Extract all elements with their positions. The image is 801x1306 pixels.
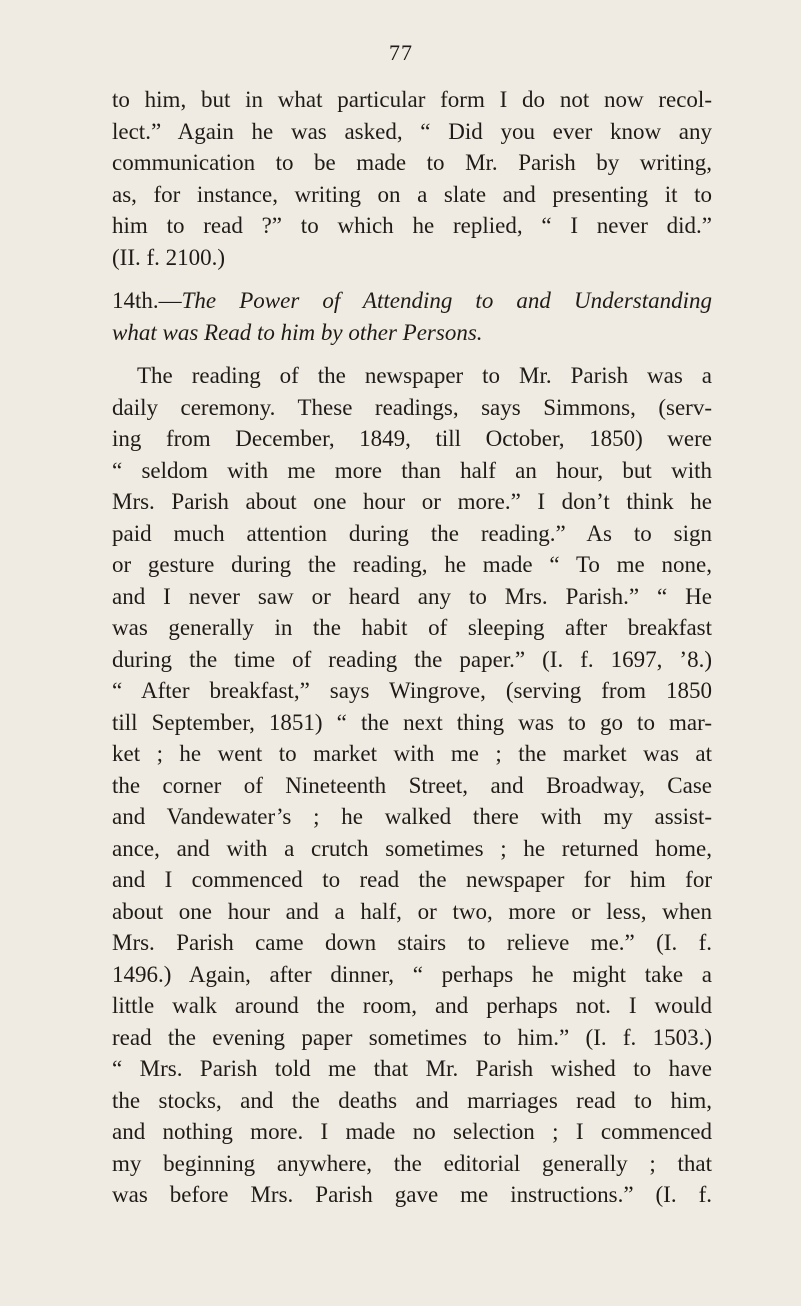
paragraph-continued: [112, 84, 712, 273]
text-line: (II. f. 2100.): [112, 244, 226, 270]
text-line: and nothing more. I made no selection ; I commenced: [112, 1119, 712, 1144]
text-line: communication to be made to Mr. Parish by writing,: [112, 150, 712, 175]
text-line: “ seldom with me more than half an hour, but with: [112, 457, 712, 483]
text-line: The reading of the newspaper to Mr. Parish was a: [137, 363, 712, 388]
text-line: daily ceremony. These readings, says Simmons, (serv-: [112, 394, 712, 420]
text-line: and Vandewater’s ; he walked there with my assist-: [112, 804, 712, 829]
text-line: about one hour and a half, or two, more or less, when: [112, 898, 712, 924]
text-line: ket ; he went to market with me ; the market was at: [112, 741, 712, 766]
text-line: was generally in the habit of sleeping after breakfast: [112, 615, 712, 640]
text-line: the stocks, and the deaths and marriages read to him,: [112, 1087, 712, 1113]
text-line: to him, but in what particular form I do not now recol-: [112, 87, 712, 112]
section-title-part-2: what was Read to him by other Persons.: [112, 319, 483, 345]
text-line: Mrs. Parish about one hour or more.” I don’t think he: [112, 489, 712, 514]
text-line: my beginning anywhere, the editorial generally ; that: [112, 1150, 712, 1176]
text-line: during the time of reading the paper.” (I. f. 1697, ’8.): [112, 646, 712, 672]
text-line: lect.” Again he was asked, “ Did you ever know any: [112, 118, 712, 144]
text-line: till September, 1851) “ the next thing was to go to mar-: [112, 709, 712, 735]
section-number: 14th.—: [112, 288, 182, 313]
text-line: ance, and with a crutch sometimes ; he returned home,: [112, 835, 712, 861]
section-title-part-1: The Power of Attending to and Understanding: [181, 288, 712, 313]
text-line: “ After breakfast,” says Wingrove, (serving from 1850: [112, 678, 712, 703]
text-line: the corner of Nineteenth Street, and Broadway, Case: [112, 772, 712, 798]
page-number: 77: [389, 40, 413, 65]
text-line: as, for instance, writing on a slate and presenting it to: [112, 181, 712, 207]
text-line: was before Mrs. Parish gave me instructions.” (I. f.: [112, 1182, 712, 1207]
section-heading: [112, 285, 712, 348]
text-line: 1496.) Again, after dinner, “ perhaps he might take a: [112, 961, 712, 987]
paragraph-main: [112, 360, 712, 1211]
text-line: “ Mrs. Parish told me that Mr. Parish wished to have: [112, 1056, 712, 1081]
text-body: [112, 84, 712, 1211]
text-line: and I never saw or heard any to Mrs. Parish.” “ He: [112, 583, 712, 609]
text-line: read the evening paper sometimes to him.” (I. f. 1503.): [112, 1024, 712, 1050]
text-line: paid much attention during the reading.” As to sign: [112, 520, 712, 546]
text-line: or gesture during the reading, he made “ To me none,: [112, 552, 712, 577]
text-line: him to read ?” to which he replied, “ I never did.”: [112, 213, 712, 238]
text-line: little walk around the room, and perhaps not. I would: [112, 993, 712, 1018]
text-line: ing from December, 1849, till October, 1850) were: [112, 426, 712, 451]
text-line: Mrs. Parish came down stairs to relieve me.” (I. f.: [112, 930, 712, 955]
text-line: and I commenced to read the newspaper for him for: [112, 867, 712, 892]
section-heading-line: [112, 285, 712, 317]
